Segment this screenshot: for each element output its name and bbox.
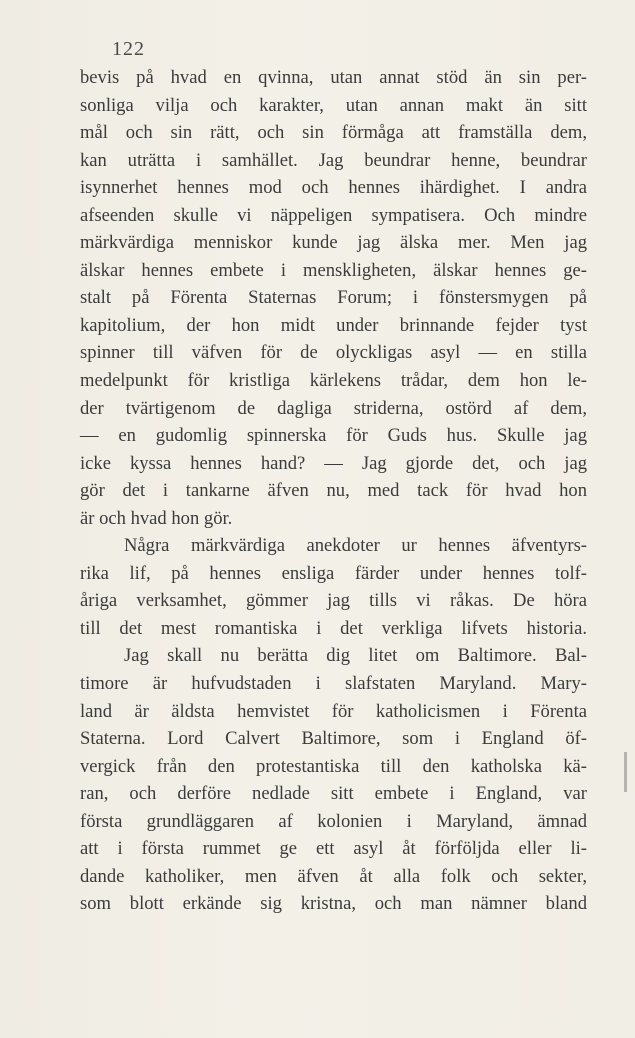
text-line: ran, och derföre nedlade sitt embete i England, var: [80, 783, 587, 805]
text-line: är och hvad hon gör.: [80, 507, 233, 529]
body-text: [80, 64, 587, 918]
text-line: Staterna. Lord Calvert Baltimore, som i England öf-: [80, 728, 587, 750]
text-line: vergick från den protestantiska till den katholska kä-: [80, 755, 587, 777]
text-line: stalt på Förenta Staternas Forum; i fönstersmygen på: [80, 287, 587, 309]
text-line: kapitolium, der hon midt under brinnande fejder tyst: [80, 314, 587, 336]
margin-mark: [624, 752, 627, 792]
text-line: som blott erkände sig kristna, och man nämner bland: [80, 893, 587, 915]
text-line: första grundläggaren af kolonien i Maryland, ämnad: [80, 810, 587, 832]
text-line: medelpunkt för kristliga kärlekens trådar, dem hon le-: [80, 370, 587, 392]
text-line: åriga verksamhet, gömmer jag tills vi råkas. De höra: [80, 590, 587, 612]
text-line: bevis på hvad en qvinna, utan annat stöd än sin per-: [80, 67, 587, 88]
text-line: kan uträtta i samhället. Jag beundrar henne, beundrar: [80, 149, 587, 171]
text-line: Några märkvärdiga anekdoter ur hennes äfventyrs-: [124, 535, 587, 557]
text-line: isynnerhet hennes mod och hennes ihärdighet. I andra: [80, 177, 587, 199]
text-line: der tvärtigenom de dagliga striderna, ostörd af dem,: [80, 397, 587, 419]
text-line: älskar hennes embete i menskligheten, älskar hennes ge-: [80, 259, 587, 281]
text-line: gör det i tankarne äfven nu, med tack för hvad hon: [80, 480, 587, 502]
text-line: land är äldsta hemvistet för katholicismen i Förenta: [80, 700, 587, 722]
page-number: 122: [112, 38, 145, 60]
text-line: timore är hufvudstaden i slafstaten Maryland. Mary-: [80, 673, 587, 695]
text-line: rika lif, på hennes ensliga färder under hennes tolf-: [80, 562, 587, 584]
text-line: Jag skall nu berätta dig litet om Baltimore. Bal-: [124, 645, 587, 667]
text-line: märkvärdiga menniskor kunde jag älska mer. Men jag: [80, 232, 587, 254]
text-line: dande katholiker, men äfven åt alla folk och sekter,: [80, 865, 587, 887]
text-line: sonliga vilja och karakter, utan annan makt än sitt: [80, 94, 587, 116]
text-line: afseenden skulle vi näppeligen sympatisera. Och mindre: [80, 204, 587, 226]
text-line: icke kyssa hennes hand? — Jag gjorde det, och jag: [80, 452, 587, 474]
text-line: att i första rummet ge ett asyl åt förföljda eller li-: [80, 838, 587, 860]
text-line: mål och sin rätt, och sin förmåga att framställa dem,: [80, 122, 587, 144]
text-line: — en gudomlig spinnerska för Guds hus. Skulle jag: [80, 425, 587, 447]
text-line: spinner till väfven för de olyckligas asyl — en stilla: [80, 342, 587, 364]
text-line: till det mest romantiska i det verkliga lifvets historia.: [80, 617, 587, 639]
